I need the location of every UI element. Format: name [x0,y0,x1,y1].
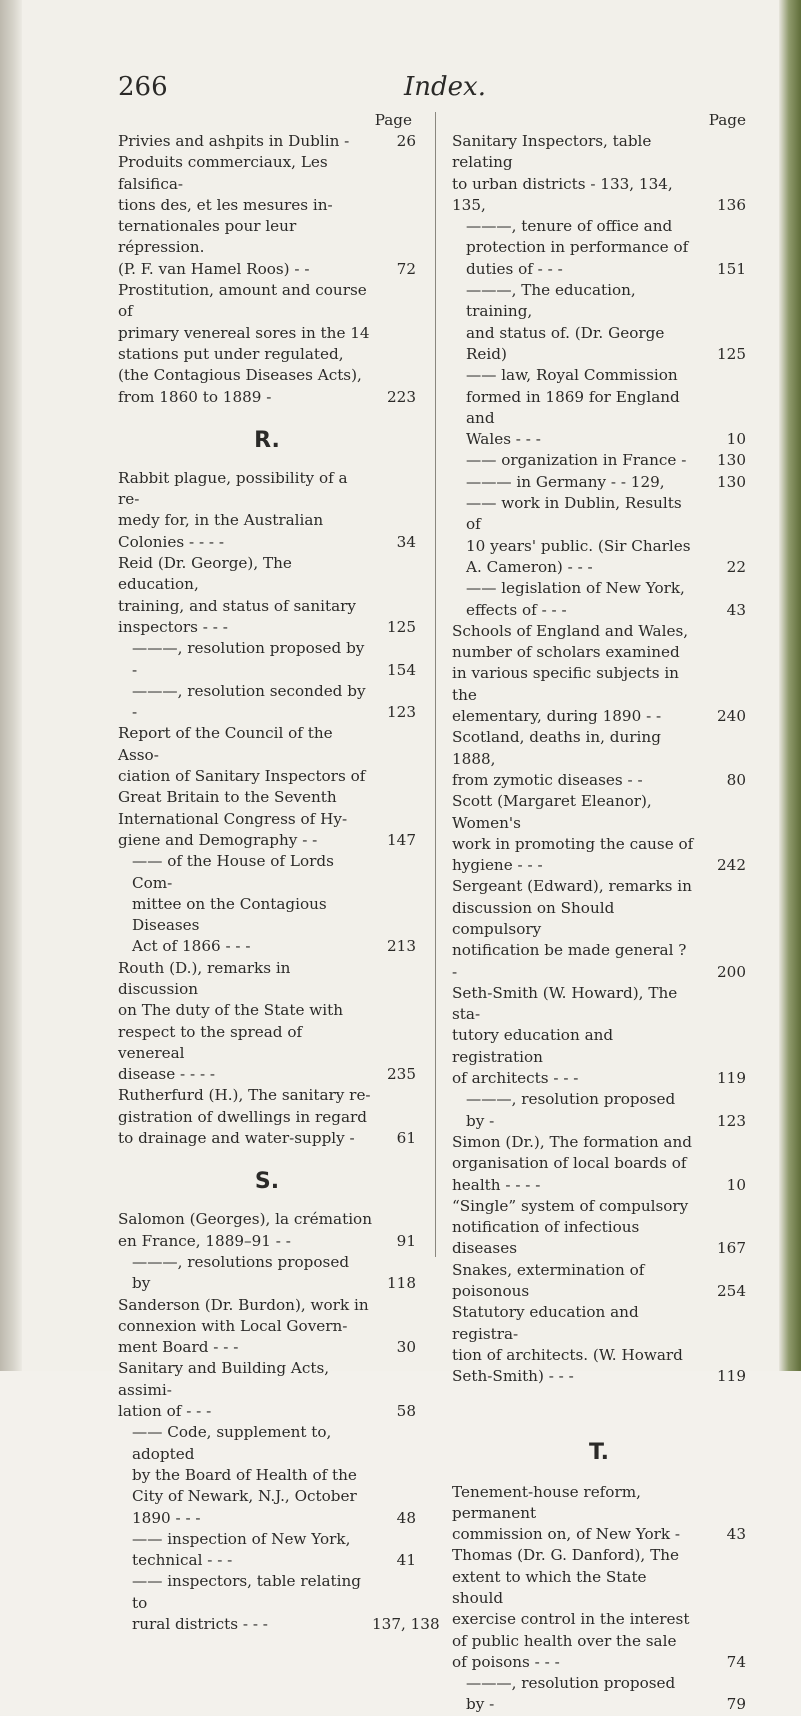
entry-page-ref: 80 [726,770,746,789]
entry-page-ref: 72 [396,259,416,278]
entry-text: Thomas (Dr. G. Danford), The extent to which the State should exercise control in the interest of public health over the sale of poisons - - - [452,1546,690,1671]
entry-text: “Single” system of compulsory notification of infectious diseases [452,1196,689,1258]
entry-text: ———, resolution seconded by - [132,681,366,722]
entry-page-ref: 147 [387,830,416,849]
index-entry [452,365,746,450]
page-edge-binding [779,0,801,1371]
index-entry [118,681,416,724]
index-entry [118,553,416,638]
entry-text: Salomon (Georges), la crémation en France, 1889–91 - - [118,1210,372,1250]
entry-text: —— inspectors, table relating to rural districts - - - [132,1572,361,1633]
entry-text: ———, resolution proposed by - [132,639,365,679]
entry-page-ref: 118 [387,1274,416,1293]
index-entry [452,1302,746,1387]
entry-text: ———, tenure of office and protection in performance of duties of - - - [466,217,689,278]
index-entry [452,472,746,493]
entry-text: ——— in Germany - - 129, [466,472,665,491]
entry-page-ref: 125 [387,617,416,636]
page-gutter-shadow [0,0,22,1371]
running-title: Index. [404,72,486,102]
index-entry [118,1252,416,1295]
index-entry [452,578,746,621]
entry-page-ref: 123 [387,703,416,722]
entry-page-ref: 10 [726,430,746,449]
entry-text: —— Code, supplement to, adopted by the Board of Health of the City of Newark, N.J., October 1890 - - - [132,1423,357,1527]
index-entry [452,1482,746,1546]
index-entry [118,1085,416,1149]
index-entry [118,152,416,280]
entry-page-ref: 30 [396,1338,416,1357]
entry-page-ref: 130 [717,472,746,491]
index-entry [452,727,746,791]
entry-page-ref: 242 [717,856,746,875]
entry-text: Simon (Dr.), The formation and organisation of local boards of health - - - - [452,1132,692,1194]
index-entry [452,1089,746,1132]
index-entry [452,131,746,216]
entry-text: Scotland, deaths in, during 1888, from zymotic diseases - - [452,728,661,789]
index-entry [452,1673,746,1716]
entry-page-ref: 58 [396,1402,416,1421]
entry-page-ref: 10 [726,1175,746,1194]
entry-page-ref: 123 [717,1111,746,1130]
entry-text: Reid (Dr. George), The education, training, and status of sanitary inspectors - - - [118,554,356,636]
entry-page-ref: 26 [396,132,416,150]
entry-text: —— law, Royal Commission formed in 1869 for England and Wales - - - [466,366,680,449]
index-entry [452,450,746,471]
entry-text: Sergeant (Edward), remarks in discussion on Should compulsory notification be made general ? - [452,877,692,981]
index-entry [118,1209,416,1252]
section-letter: R. [254,427,280,453]
page-number: 266 [118,72,168,102]
entry-page-ref: 48 [396,1508,416,1527]
entry-page-ref: 43 [726,600,746,619]
entry-page-ref: 61 [396,1129,416,1148]
entry-text: —— legislation of New York, effects of - - - [466,579,685,619]
index-entry [452,791,746,876]
entry-text: Rutherfurd (H.), The sanitary re- gistration of dwellings in regard to drainage and water-supply - [118,1086,371,1148]
entry-text: Seth-Smith (W. Howard), The sta- tutory education and registration of architects - - - [452,983,678,1088]
index-entry [452,1545,746,1673]
entry-page-ref: 200 [717,962,746,981]
entry-page-ref: 154 [387,660,416,679]
page-header [118,72,718,112]
entry-text: ———, resolution proposed by - [466,1090,676,1130]
entry-text: Prostitution, amount and course of primary venereal sores in the 14 stations put under regulated, (the Contagious Diseases Acts), from 1860 to 1889 - [118,281,370,406]
entry-text: Privies and ashpits in Dublin - [118,132,350,150]
entry-text: Scott (Margaret Eleanor), Women's work in promoting the cause of hygiene - - - [452,792,694,875]
entry-page-ref: 74 [726,1652,746,1671]
entry-page-ref: 79 [726,1695,746,1714]
section-letter: S. [254,1169,280,1195]
index-entry [118,851,416,957]
entry-text: —— inspection of New York, technical - - - [132,1529,351,1570]
entry-page-ref: 240 [717,707,746,726]
entry-page-ref: 235 [387,1065,416,1084]
index-entry [118,468,416,553]
entry-page-ref: 136 [717,195,746,214]
entry-text: Produits commerciaux, Les falsifica- tions des, et les mesures in- ternationales pour leur répression. (P. F. van Hamel Roos) - - [118,153,333,278]
entry-text: Schools of England and Wales, number of scholars examined in various specific subjects in the elementary, during 1890 - - [452,621,689,726]
entry-page-ref: 91 [396,1231,416,1250]
entry-page-ref: 22 [726,557,746,576]
entry-page-ref: 34 [396,532,416,551]
index-entry [452,280,746,365]
entry-page-ref: 41 [396,1551,416,1570]
entry-page-ref: 43 [726,1525,746,1544]
entry-page-ref: 223 [387,387,416,406]
entry-page-ref: 130 [717,451,746,470]
entry-text: Sanitary and Building Acts, assimi- lation of - - - [118,1359,330,1421]
entry-text: —— of the House of Lords Com- mittee on the Contagious Diseases Act of 1866 - - - [132,852,334,956]
index-entry [118,1358,416,1422]
entry-text: —— work in Dublin, Results of 10 years' public. (Sir Charles A. Cameron) - - - [466,494,691,576]
index-column-right [452,110,746,1716]
index-entry [452,983,746,1089]
index-entry [452,216,746,280]
entry-text: Sanderson (Dr. Burdon), work in connexion with Local Govern- ment Board - - - [118,1295,369,1357]
index-entry [452,876,746,982]
entry-page-ref: 213 [387,937,416,956]
entry-text: Report of the Council of the Asso- ciation of Sanitary Inspectors of Great Britain to the Seventh International Congress of Hy- giene and Demography - - [118,724,366,849]
index-entry [452,621,746,727]
entry-page-ref: 254 [717,1282,746,1301]
index-entry [118,131,416,152]
entry-text: —— organization in France - [466,451,687,470]
index-entry [118,1422,416,1528]
index-entry [452,493,746,578]
entry-text: Tenement-house reform, permanent commission on, of New York - [452,1482,681,1544]
index-entry [118,280,416,408]
entry-page-ref: 119 [717,1069,746,1088]
column-divider [435,112,436,1257]
entry-page-ref: 137, 138 [372,1615,440,1633]
entry-page-ref: 151 [717,259,746,278]
entry-text: ———, resolution proposed by - [466,1674,676,1714]
entry-text: Rabbit plague, possibility of a re- medy for, in the Australian Colonies - - - - [118,468,348,551]
index-entry [118,723,416,851]
section-letter: T. [588,1439,610,1465]
entry-text: Sanitary Inspectors, table relating to urban districts - 133, 134, 135, [452,132,673,214]
index-entry [452,1196,746,1260]
page-column-label: Page [374,111,412,129]
page-column-label: Page [708,111,746,129]
entry-text: ———, resolutions proposed by [132,1252,350,1293]
entry-page-ref: 119 [717,1367,746,1386]
index-entry [452,1132,746,1196]
index-entry [452,1260,746,1303]
index-entry [118,1295,416,1359]
index-column-left [118,110,440,1635]
entry-text: Statutory education and registra- tion of architects. (W. Howard Seth-Smith) - - - [452,1303,683,1386]
entry-text: ———, The education, training, and status of. (Dr. George Reid) [466,281,665,363]
index-entry [118,958,416,1086]
index-entry [118,638,416,681]
index-entry [118,1529,416,1572]
entry-text: Snakes, extermination of poisonous [452,1260,645,1301]
index-entry [118,1571,440,1635]
entry-page-ref: 167 [717,1239,746,1258]
entry-text: Routh (D.), remarks in discussion on The duty of the State with respect to the spread of venereal disease - - - - [118,958,344,1084]
entry-page-ref: 125 [717,344,746,363]
